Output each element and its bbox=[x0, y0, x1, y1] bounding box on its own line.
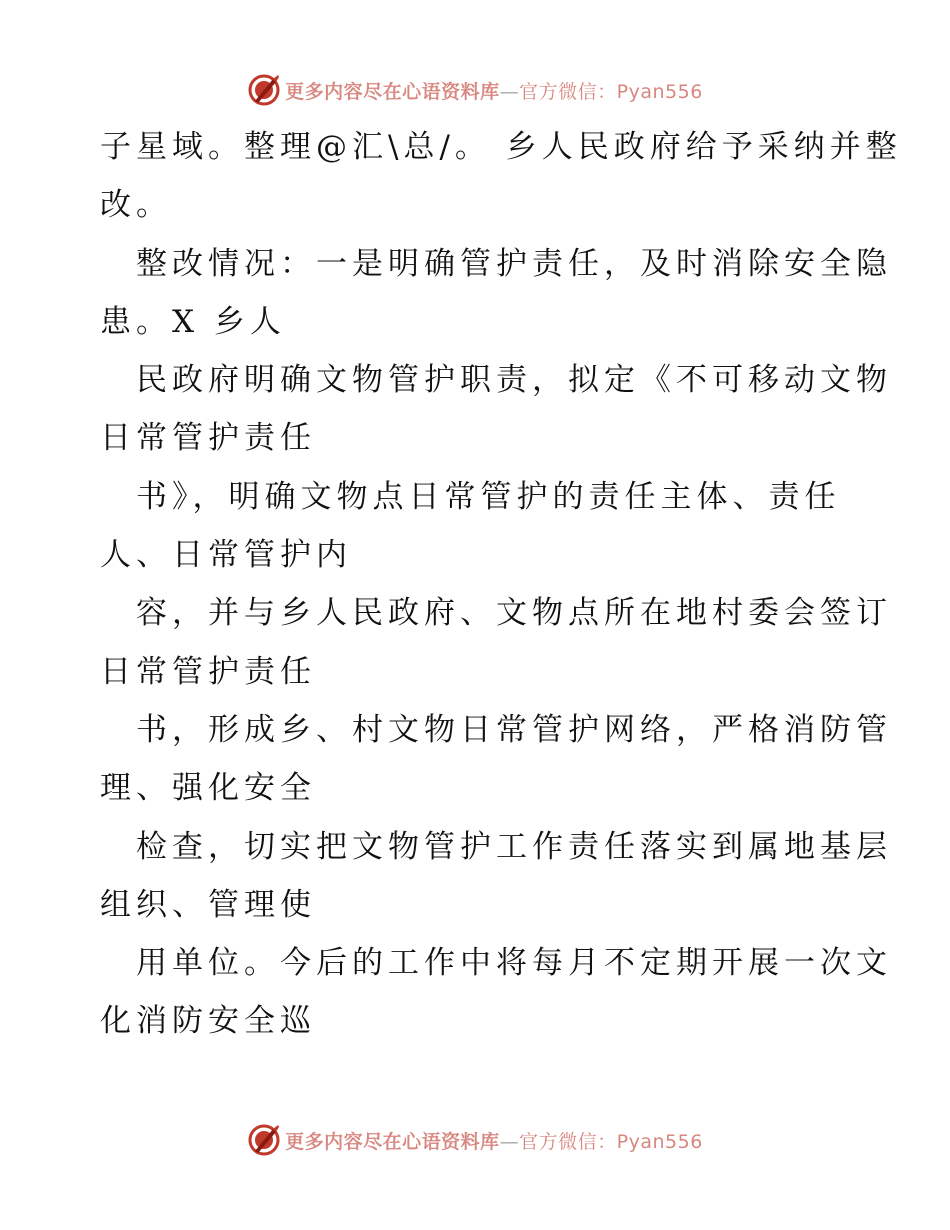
banner-text bbox=[285, 77, 703, 104]
text-line: 人、日常管护内 bbox=[100, 537, 352, 574]
footer-banner bbox=[0, 1120, 950, 1160]
text-line: 民政府明确文物管护职责，拟定《不可移动文物 bbox=[136, 362, 892, 399]
banner-separator: — bbox=[499, 80, 520, 103]
text-line: 子星域。整理@汇\总/。 乡人民政府给予采纳并整 bbox=[100, 129, 902, 165]
banner-separator: — bbox=[499, 1130, 520, 1153]
header-banner bbox=[0, 70, 950, 110]
text-line: 书，形成乡、村文物日常管护网络，严格消防管 bbox=[136, 711, 892, 748]
text-line: 化消防安全巡 bbox=[100, 1003, 316, 1040]
text-line: 理、强化安全 bbox=[100, 770, 316, 807]
document-body bbox=[100, 118, 902, 1051]
text-line: 患。X 乡人 bbox=[100, 303, 286, 340]
banner-main-text: 更多内容尽在心语资料库 bbox=[285, 1130, 500, 1153]
text-line: 改。 bbox=[100, 187, 172, 224]
text-line: 用单位。今后的工作中将每月不定期开展一次文 bbox=[136, 945, 892, 982]
quill-pen-seal-icon bbox=[247, 1123, 281, 1157]
banner-main-text: 更多内容尽在心语资料库 bbox=[285, 80, 500, 103]
banner-text bbox=[285, 1127, 703, 1154]
text-line: 书》，明确文物点日常管护的责任主体、责任 bbox=[136, 478, 841, 515]
quill-pen-seal-icon bbox=[247, 73, 281, 107]
banner-wechat-text: 官方微信：Pyan556 bbox=[519, 1130, 703, 1153]
text-line: 日常管护责任 bbox=[100, 653, 316, 690]
text-line: 容，并与乡人民政府、文物点所在地村委会签订 bbox=[136, 595, 892, 632]
text-line: 日常管护责任 bbox=[100, 420, 316, 457]
text-line: 组织、管理使 bbox=[100, 886, 316, 923]
banner-wechat-text: 官方微信：Pyan556 bbox=[519, 80, 703, 103]
text-line: 整改情况：一是明确管护责任，及时消除安全隐 bbox=[136, 245, 892, 282]
text-line: 检查，切实把文物管护工作责任落实到属地基层 bbox=[136, 828, 892, 865]
